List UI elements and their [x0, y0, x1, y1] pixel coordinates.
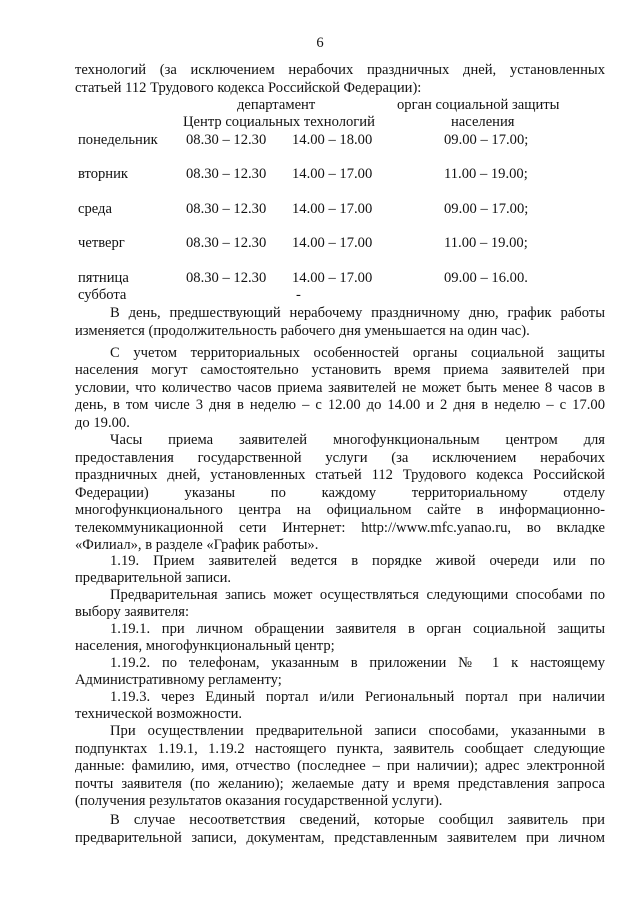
schedule-morning: 08.30 – 12.30	[186, 166, 267, 182]
schedule-morning: 08.30 – 12.30	[186, 235, 267, 251]
schedule-day: вторник	[78, 166, 129, 182]
schedule-saturday-value: -	[296, 287, 301, 303]
text-line: праздничных дней, установленных статьей 112 Трудового кодекса Российской	[75, 467, 605, 483]
schedule-day: четверг	[78, 235, 125, 251]
schedule-day: понедельник	[78, 132, 158, 148]
text-line: При осуществлении предварительной записи способами, указанными в	[110, 723, 605, 739]
text-line: условии, что количество часов приема заявителей не может быть менее 8 часов в	[75, 380, 605, 396]
text-line: технологий (за исключением нерабочих праздничных дней, установленных	[75, 62, 605, 78]
schedule-morning: 08.30 – 12.30	[186, 270, 267, 286]
text-line: В случае несоответствия сведений, которые сообщил заявитель при	[110, 812, 605, 828]
text-line: С учетом территориальных особенностей органы социальной защиты	[110, 345, 605, 361]
text-line: предоставления государственной услуги (за исключением нерабочих	[75, 450, 605, 466]
text-line: изменяется (продолжительность рабочего дня уменьшается на один час).	[75, 323, 530, 339]
text-line: телекоммуникационной сети Интернет: http://www.mfc.yanao.ru, во вкладке	[75, 520, 605, 536]
organ-header: населения	[451, 114, 515, 130]
dept-header: Центр социальных технологий	[183, 114, 375, 130]
schedule-afternoon: 14.00 – 17.00	[292, 201, 373, 217]
organ-header: орган социальной защиты	[397, 97, 560, 113]
schedule-morning: 08.30 – 12.30	[186, 201, 267, 217]
schedule-day: среда	[78, 201, 112, 217]
dept-header: департамент	[237, 97, 316, 113]
schedule-afternoon: 14.00 – 17.00	[292, 270, 373, 286]
schedule-organ: 11.00 – 19.00;	[444, 235, 528, 251]
schedule-day: пятница	[78, 270, 129, 286]
text-line: населения могут самостоятельно установить время приема заявителей при	[75, 362, 605, 378]
text-line: 1.19. Прием заявителей ведется в порядке живой очереди или по	[110, 553, 605, 569]
text-line: 1.19.1. при личном обращении заявителя в орган социальной защиты	[110, 621, 605, 637]
schedule-afternoon: 14.00 – 17.00	[292, 235, 373, 251]
schedule-morning: 08.30 – 12.30	[186, 132, 267, 148]
text-line: В день, предшествующий нерабочему праздничному дню, график работы	[110, 305, 605, 321]
text-line: подпунктах 1.19.1, 1.19.2 настоящего пункта, заявитель сообщает следующие	[75, 741, 605, 757]
text-line: Административному регламенту;	[75, 672, 282, 688]
text-line: выбору заявителя:	[75, 604, 190, 620]
text-line: населения, многофункциональный центр;	[75, 638, 335, 654]
schedule-afternoon: 14.00 – 17.00	[292, 166, 373, 182]
schedule-organ: 11.00 – 19.00;	[444, 166, 528, 182]
text-line: день, в том числе 3 дня в неделю – с 12.00 до 14.00 и 2 дня в неделю – с 17.00	[75, 397, 605, 413]
text-line: 1.19.3. через Единый портал и/или Региональный портал при наличии	[110, 689, 605, 705]
schedule-organ: 09.00 – 16.00.	[444, 270, 528, 286]
text-line: почты заявителя (по желанию); желаемые дату и время представления запроса	[75, 776, 605, 792]
text-line: Часы приема заявителей многофункциональным центром для	[110, 432, 605, 448]
text-line: Предварительная запись может осуществляться следующими способами по	[110, 587, 605, 603]
schedule-day: суббота	[78, 287, 127, 303]
page-number: 6	[316, 35, 324, 51]
schedule-organ: 09.00 – 17.00;	[444, 201, 529, 217]
text-line: статьей 112 Трудового кодекса Российской Федерации):	[75, 80, 422, 96]
text-line: предварительной записи.	[75, 570, 232, 586]
text-line: Федерации) указаны по каждому территориальному отделу	[75, 485, 605, 501]
text-line: «Филиал», в разделе «График работы».	[75, 537, 319, 553]
schedule-organ: 09.00 – 17.00;	[444, 132, 529, 148]
text-line: предварительной записи, документам, представленным заявителем при личном	[75, 830, 605, 846]
text-line: до 19.00.	[75, 415, 130, 431]
text-line: данные: фамилию, имя, отчество (последнее – при наличии); адрес электронной	[75, 758, 605, 774]
text-line: многофункционального центра на официальном сайте в информационно-	[75, 502, 605, 518]
text-line: (получения результатов оказания государственной услуги).	[75, 793, 443, 809]
text-line: технической возможности.	[75, 706, 243, 722]
text-line: 1.19.2. по телефонам, указанным в приложении № 1 к настоящему	[110, 655, 605, 671]
schedule-afternoon: 14.00 – 18.00	[292, 132, 373, 148]
